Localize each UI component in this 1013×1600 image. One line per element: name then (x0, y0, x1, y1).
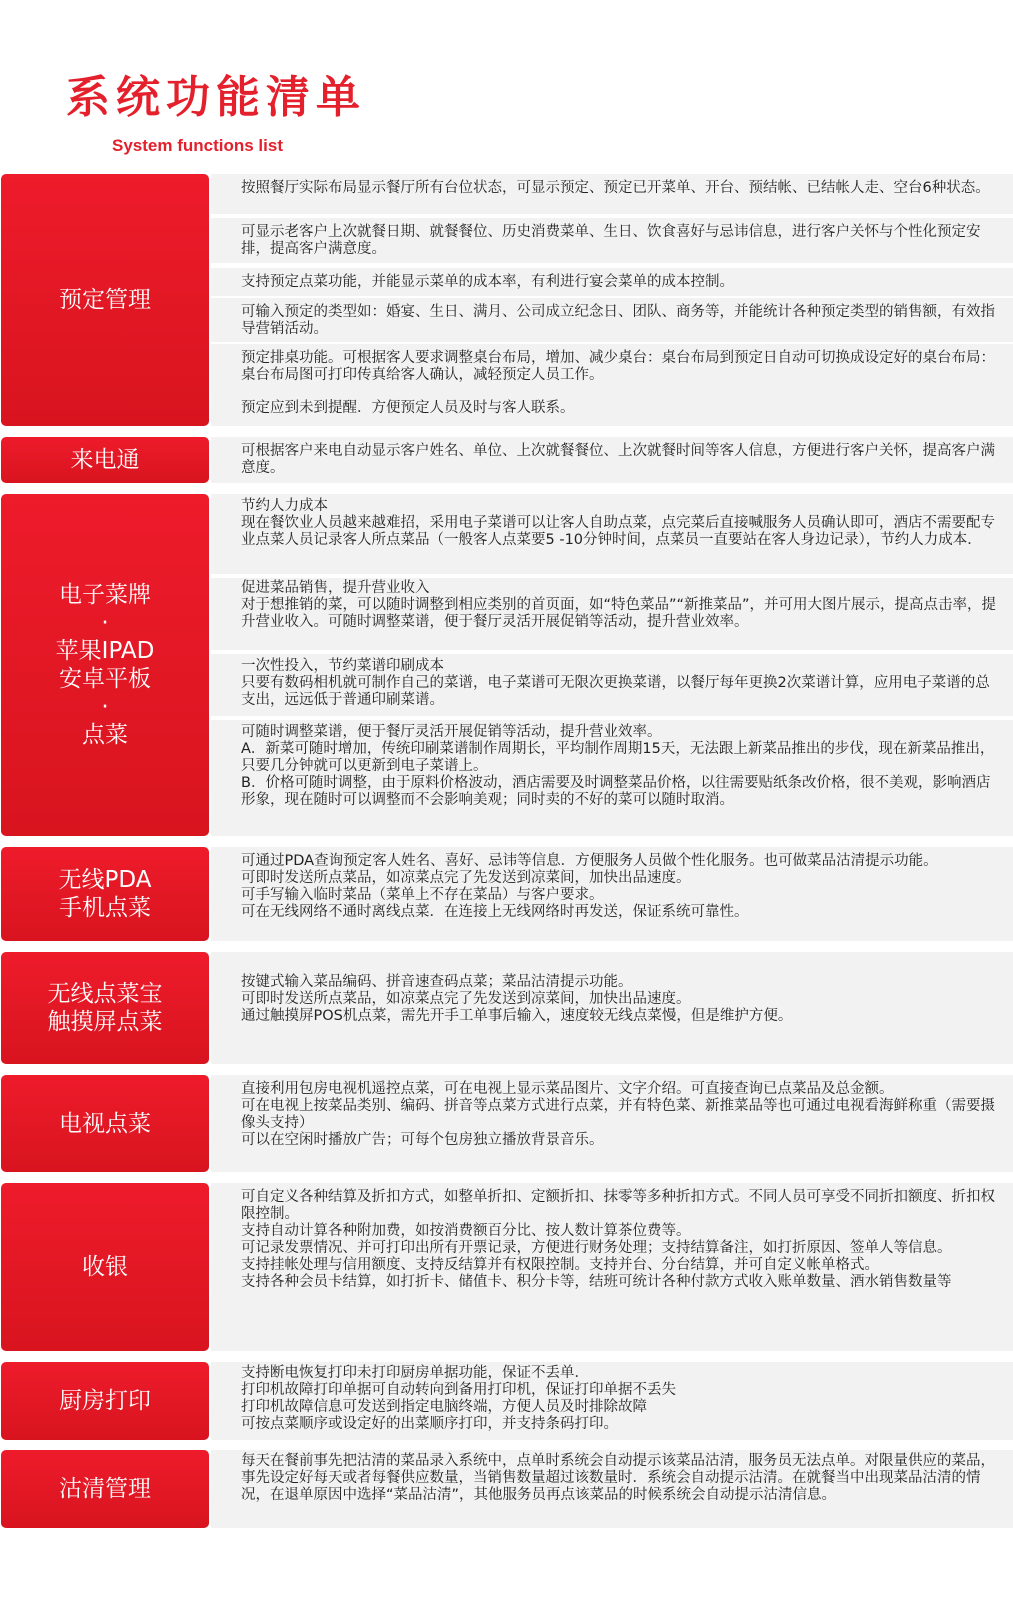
feature-row (211, 494, 1013, 574)
section-label (1, 1450, 209, 1528)
section-electronic-menu (0, 494, 1013, 836)
feature-text: 预定应到未到提醒．方便预定人员及时与客人联系。 (241, 400, 575, 416)
section-label-text: 安卓平板 (59, 666, 151, 692)
section-label-text: 触摸屏点菜 (47, 1009, 163, 1035)
section-label (1, 174, 209, 426)
page-title: 系统功能清单 (66, 72, 366, 123)
feature-row (211, 654, 1013, 716)
feature-row (211, 1362, 1013, 1440)
feature-text: 可随时调整菜谱，便于餐厅灵活开展促销等活动，提升营业效率。 A．新菜可随时增加，传统印刷菜谱制作周期长，平均制作周期15天，无法跟上新菜品推出的步伐，现在新菜品推出，只要几分钟就可以更新到电子菜谱上。 B．价格可随时调整，由于原料价格波动，酒店需要及时调整菜品价格，以往需要贴纸条改价格，很不美观，影响酒店形象，现在随时可以调整而不会影响美观；同时卖的不好的菜可以随时取消。 (241, 724, 995, 808)
feature-text: 可通过PDA查询预定客人姓名、喜好、忌讳等信息．方便服务人员做个性化服务。也可做菜品沽清提示功能。 可即时发送所点菜品，如凉菜点完了先发送到凉菜间，加快出品速度。 可手写输入临时菜品（菜单上不存在菜品）与客户要求。 可在无线网络不通时离线点菜．在连接上无线网络时再发送，保证系统可靠性。 (241, 853, 938, 920)
section-wireless-ordering (0, 952, 1013, 1064)
section-label (1, 1183, 209, 1351)
feature-row (211, 218, 1013, 263)
feature-row (211, 1075, 1013, 1172)
section-cashier (0, 1183, 1013, 1351)
section-label (1, 847, 209, 941)
section-tv-ordering (0, 1075, 1013, 1172)
section-label-text: 苹果IPAD (55, 638, 155, 664)
feature-text: 节约人力成本 现在餐饮业人员越来越难招，采用电子菜谱可以让客人自助点菜，点完菜后直接喊服务人员确认即可，酒店不需要配专业点菜人员记录客人所点菜品（一般客人点菜要5 -10分钟时间，点菜员一直要站在客人身边记录），节约人力成本． (241, 498, 995, 548)
feature-row (211, 174, 1013, 214)
section-label (1, 494, 209, 836)
section-label (1, 952, 209, 1064)
feature-text: 可输入预定的类型如：婚宴、生日、满月、公司成立纪念日、团队、商务等，并能统计各种预定类型的销售额，有效指导营销活动。 (241, 304, 995, 337)
feature-row (211, 1450, 1013, 1528)
feature-row (211, 437, 1013, 483)
feature-text: 可显示老客户上次就餐日期、就餐餐位、历史消费菜单、生日、饮食喜好与忌讳信息，进行客户关怀与个性化预定安排，提高客户满意度。 (241, 224, 981, 257)
feature-text: 支持断电恢复打印未打印厨房单据功能，保证不丢单． 打印机故障打印单据可自动转向到备用打印机，保证打印单据不丢失 打印机故障信息可发送到指定电脑终端，方便人员及时排除故障 可按点菜顺序或设定好的出菜顺序打印，并支持条码打印。 (241, 1365, 676, 1432)
section-label-text: 收银 (82, 1254, 128, 1280)
section-label-text: 电子菜牌 (59, 582, 151, 608)
feature-row (211, 1183, 1013, 1351)
section-label-text: · (101, 610, 109, 636)
feature-row (211, 298, 1013, 342)
feature-text: 按照餐厅实际布局显示餐厅所有台位状态，可显示预定、预定已开菜单、开台、预结帐、已结帐人走、空台6种状态。 (241, 180, 990, 196)
feature-text: 可根据客户来电自动显示客户姓名、单位、上次就餐餐位、上次就餐时间等客人信息，方便进行客户关怀，提高客户满意度。 (241, 443, 995, 476)
section-label-text: 无线PDA (58, 867, 152, 893)
section-caller-id (0, 437, 1013, 483)
feature-text: 可自定义各种结算及折扣方式，如整单折扣、定额折扣、抹零等多种折扣方式。不同人员可享受不同折扣额度、折扣权限控制。 支持自动计算各种附加费，如按消费额百分比、按人数计算茶位费等。 可记录发票情况、并可打印出所有开票记录，方便进行财务处理；支持结算备注，如打折原因、签单人等信息。 支持挂帐处理与信用额度、支持反结算并有权限控制。支持并台、分台结算，并可自定义帐单格式。 支持各种会员卡结算，如打折卡、储值卡、积分卡等，结班可统计各种付款方式收入账单数量、酒水销售数量等 (241, 1189, 995, 1290)
feature-row (211, 847, 1013, 941)
section-label-text: · (101, 694, 109, 720)
feature-row (211, 952, 1013, 1064)
section-wireless-pda (0, 847, 1013, 941)
page-subtitle: System functions list (112, 136, 283, 155)
section-label-text: 预定管理 (59, 287, 151, 313)
feature-text: 每天在餐前事先把沽清的菜品录入系统中，点单时系统会自动提示该菜品沽清，服务员无法点单。对限量供应的菜品，事先设定好每天或者每餐供应数量，当销售数量超过该数量时．系统会自动提示沽清。在就餐当中出现菜品沽清的情况，在退单原因中选择“菜品沽清”，其他服务员再点该菜品的时候系统会自动提示沽清信息。 (241, 1453, 995, 1503)
section-reservation (0, 174, 1013, 426)
feature-row (211, 720, 1013, 836)
feature-text: 预定排桌功能。可根据客人要求调整桌台布局，增加、减少桌台：桌台布局到预定日自动可切换成设定好的桌台布局：桌台布局图可打印传真给客人确认，减轻预定人员工作。 (241, 350, 995, 383)
section-label-text: 来电通 (70, 447, 140, 473)
section-kitchen-printing (0, 1362, 1013, 1440)
section-sold-out-management (0, 1450, 1013, 1528)
section-label (1, 1075, 209, 1172)
section-label-text: 沽清管理 (59, 1476, 151, 1502)
section-label-text: 厨房打印 (59, 1388, 151, 1414)
feature-row (211, 268, 1013, 296)
feature-text: 一次性投入，节约菜谱印刷成本 只要有数码相机就可制作自己的菜谱，电子菜谱可无限次更换菜谱，以餐厅每年更换2次菜谱计算，应用电子菜谱的总支出，远远低于普通印刷菜谱。 (241, 658, 990, 708)
feature-text: 促进菜品销售，提升营业收入 对于想推销的菜，可以随时调整到相应类别的首页面，如“特色菜品”“新推菜品”，并可用大图片展示，提高点击率，提升营业收入。可随时调整菜谱，便于餐厅灵活开展促销等活动，提升营业效率。 (241, 580, 997, 630)
feature-row (211, 263, 1013, 267)
section-label-text: 无线点菜宝 (47, 981, 163, 1007)
feature-text: 支持预定点菜功能，并能显示菜单的成本率，有利进行宴会菜单的成本控制。 (241, 274, 734, 290)
feature-row (211, 578, 1013, 650)
section-label (1, 437, 209, 483)
section-label (1, 1362, 209, 1440)
feature-text: 直接利用包房电视机遥控点菜，可在电视上显示菜品图片、文字介绍。可直接查询已点菜品及总金额。 可在电视上按菜品类别、编码、拼音等点菜方式进行点菜，并有特色菜、新推菜品等也可通过电视看海鲜称重（需要摄像头支持） 可以在空闲时播放广告；可每个包房独立播放背景音乐。 (241, 1081, 995, 1148)
feature-row (211, 344, 1013, 426)
section-label-text: 手机点菜 (59, 895, 151, 921)
section-label-text: 点菜 (82, 722, 128, 748)
feature-text: 按键式输入菜品编码、拼音速查码点菜；菜品沽清提示功能。 可即时发送所点菜品，如凉菜点完了先发送到凉菜间，加快出品速度。 通过触摸屏POS机点菜，需先开手工单事后输入，速度较无线点菜慢，但是维护方便。 (241, 974, 793, 1024)
section-label-text: 电视点菜 (59, 1110, 151, 1137)
